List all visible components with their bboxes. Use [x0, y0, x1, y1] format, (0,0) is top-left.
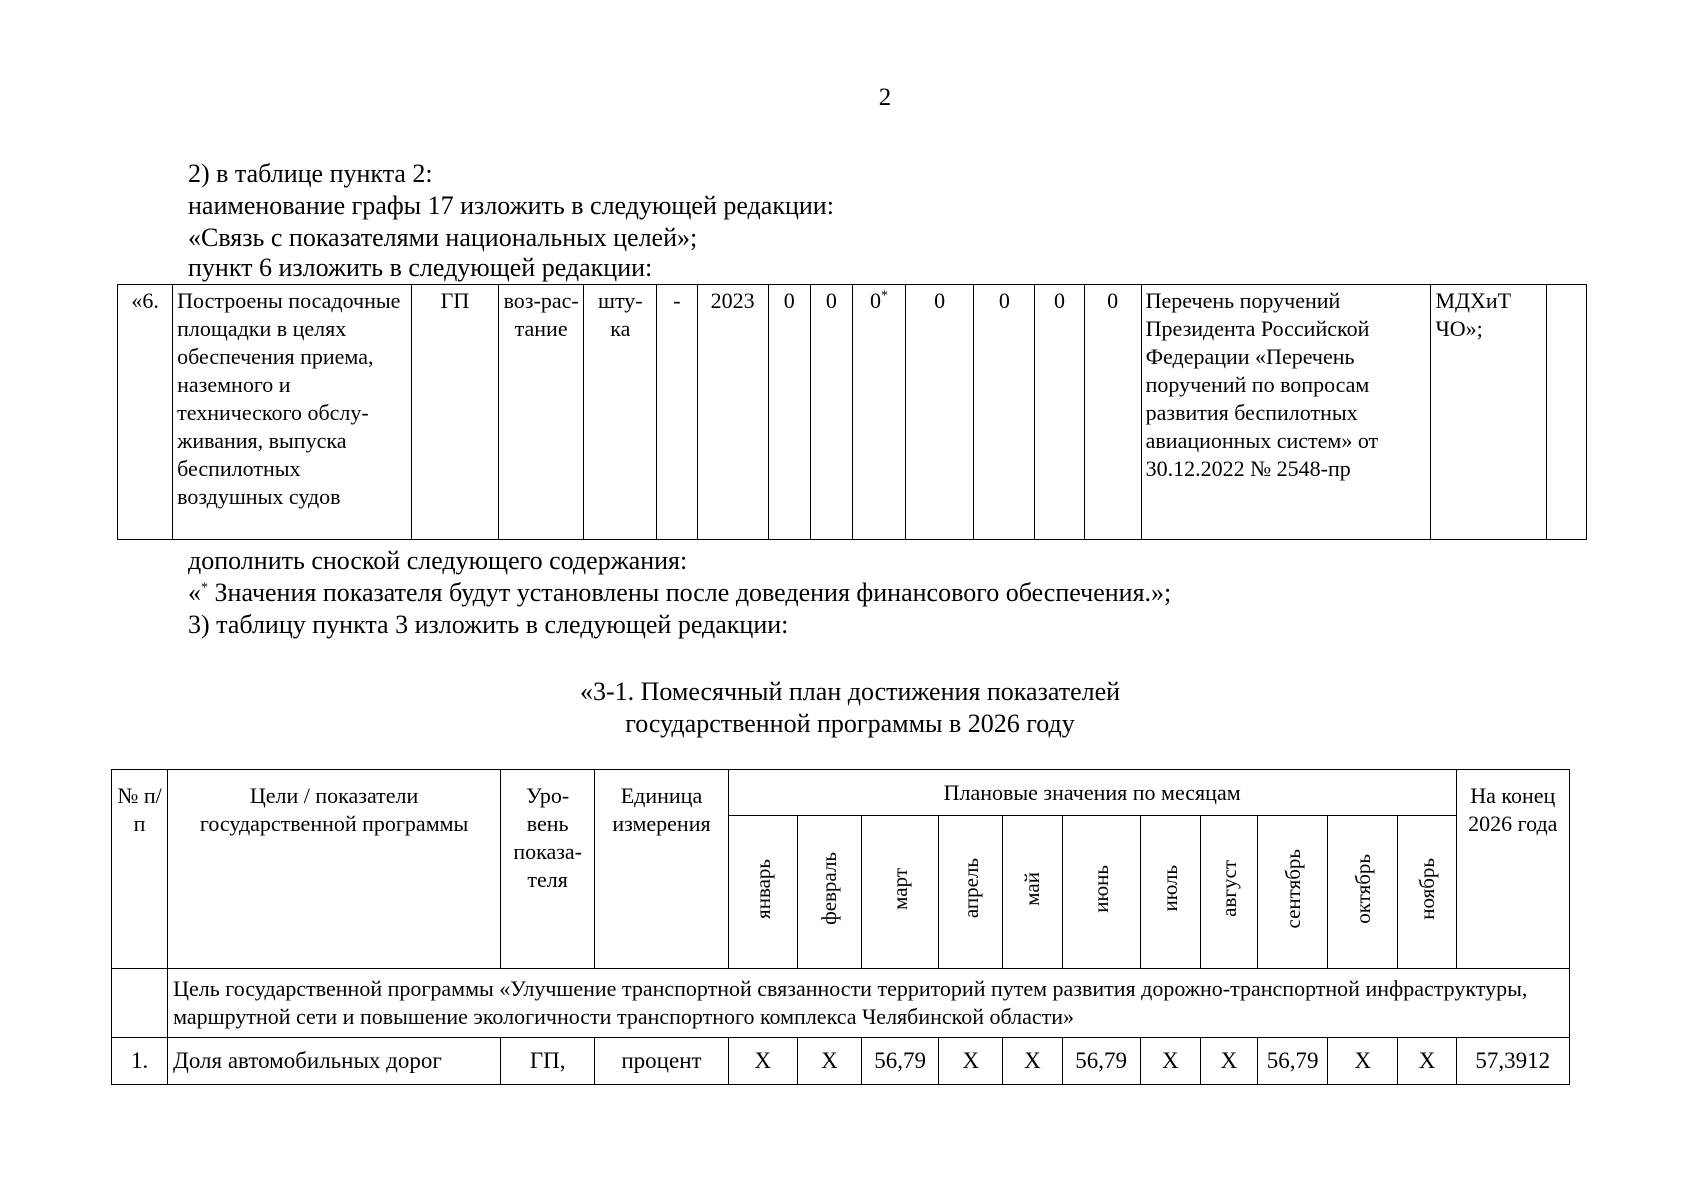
month-label: июль	[1158, 865, 1183, 912]
footnote-mark: *	[880, 288, 888, 304]
goal-num-cell	[112, 969, 168, 1038]
month-header	[797, 816, 861, 969]
responsible-body: МДХиТ ЧО»;	[1431, 285, 1546, 540]
month-label: октябрь	[1350, 853, 1375, 924]
month-label: январь	[750, 858, 775, 919]
header-goals: Цели / показатели государственной программы	[168, 770, 501, 969]
month-header	[1328, 816, 1398, 969]
dash-cell: -	[657, 285, 697, 540]
row-level: ГП,	[501, 1038, 595, 1085]
intro-line-2: наименование графы 17 изложить в следующей редакции:	[188, 191, 834, 220]
month-label: март	[888, 867, 913, 910]
empty-cell	[1546, 285, 1586, 540]
month-header	[728, 816, 797, 969]
month-header	[1398, 816, 1456, 969]
goal-statement: Цель государственной программы «Улучшение транспортной связанности территорий путем развития дорожно-транспортной инфраструктуры, маршрутной сети и повышение экологичности транспортного комплекса Челябинской области»	[168, 969, 1570, 1038]
month-header	[1258, 816, 1328, 969]
month-value: 56,79	[1258, 1038, 1328, 1085]
footnote-star: *	[201, 580, 208, 596]
month-value: X	[797, 1038, 861, 1085]
value-cell-footnoted	[852, 285, 905, 540]
month-value: X	[1398, 1038, 1456, 1085]
header-num: № п/п	[112, 770, 168, 969]
month-header	[1140, 816, 1200, 969]
intro-line-4: пункт 6 изложить в следующей редакции:	[188, 253, 653, 282]
value-text: 0	[869, 288, 881, 313]
month-label: сентябрь	[1280, 848, 1305, 929]
month-value: X	[1200, 1038, 1257, 1085]
month-label: февраль	[817, 852, 842, 925]
row-num: 1.	[112, 1038, 168, 1085]
month-header	[1003, 816, 1062, 969]
header-unit: Единица измерения	[595, 770, 728, 969]
month-header	[1200, 816, 1257, 969]
month-value: 56,79	[1062, 1038, 1140, 1085]
month-value: X	[1003, 1038, 1062, 1085]
month-value: X	[1140, 1038, 1200, 1085]
footnote-text: Значения показателя будут установлены после доведения финансового обеспечения.»;	[214, 578, 1172, 607]
intro-line-3: «Связь с показателями национальных целей»;	[188, 223, 698, 252]
base-year: 2023	[697, 285, 768, 540]
month-label: апрель	[958, 858, 983, 919]
item-number: «6.	[118, 285, 173, 540]
header-year-end: На конец 2026 года	[1456, 770, 1569, 969]
month-value: X	[939, 1038, 1003, 1085]
month-label: август	[1216, 860, 1241, 917]
month-label: май	[1020, 871, 1045, 906]
indicator-direction: воз-рас-тание	[499, 285, 584, 540]
month-value: X	[1328, 1038, 1398, 1085]
footnote-line	[188, 577, 1171, 609]
after-line-1: дополнить сноской следующего содержания:	[188, 546, 688, 575]
value-cell: 0	[974, 285, 1035, 540]
month-label: ноябрь	[1415, 857, 1439, 920]
row-unit: процент	[595, 1038, 728, 1085]
intro-line-1: 2) в таблице пункта 2:	[188, 159, 433, 188]
month-header	[862, 816, 939, 969]
value-cell: 0	[1084, 285, 1141, 540]
value-cell: 0	[1035, 285, 1084, 540]
indicator-unit: шту-ка	[584, 285, 657, 540]
row-indicator-name: Доля автомобильных дорог	[168, 1038, 501, 1085]
header-level: Уро-вень показа-теля	[501, 770, 595, 969]
monthly-plan-table	[111, 769, 1570, 1085]
month-value: 56,79	[862, 1038, 939, 1085]
value-cell: 0	[906, 285, 974, 540]
source-document: Перечень поручений Президента Российской Федерации «Перечень поручений по вопросам развития беспилотных авиационных систем» от 30.12.2022 № 2548-пр	[1141, 285, 1431, 540]
after-line-3: 3) таблицу пункта 3 изложить в следующей редакции:	[188, 610, 789, 639]
page-number: 2	[878, 84, 892, 111]
section-title-line-2: государственной программы в 2026 году	[625, 709, 1075, 738]
value-cell: 0	[810, 285, 852, 540]
month-header	[939, 816, 1003, 969]
indicator-name: Построены посадочные площадки в целях обеспечения приема, наземного и технического обслу-живания, выпуска беспилотных воздушных судов	[173, 285, 412, 540]
indicator-table-item-6	[117, 284, 1587, 540]
row-year-end-value: 57,3912	[1456, 1038, 1569, 1085]
month-value: X	[728, 1038, 797, 1085]
month-label: июнь	[1089, 864, 1114, 913]
section-title-line-1: «3-1. Помесячный план достижения показателей	[579, 677, 1121, 706]
header-planned-values: Плановые значения по месяцам	[728, 770, 1456, 816]
value-cell: 0	[768, 285, 810, 540]
indicator-level: ГП	[411, 285, 498, 540]
month-header	[1062, 816, 1140, 969]
footnote-open: «	[188, 578, 201, 607]
